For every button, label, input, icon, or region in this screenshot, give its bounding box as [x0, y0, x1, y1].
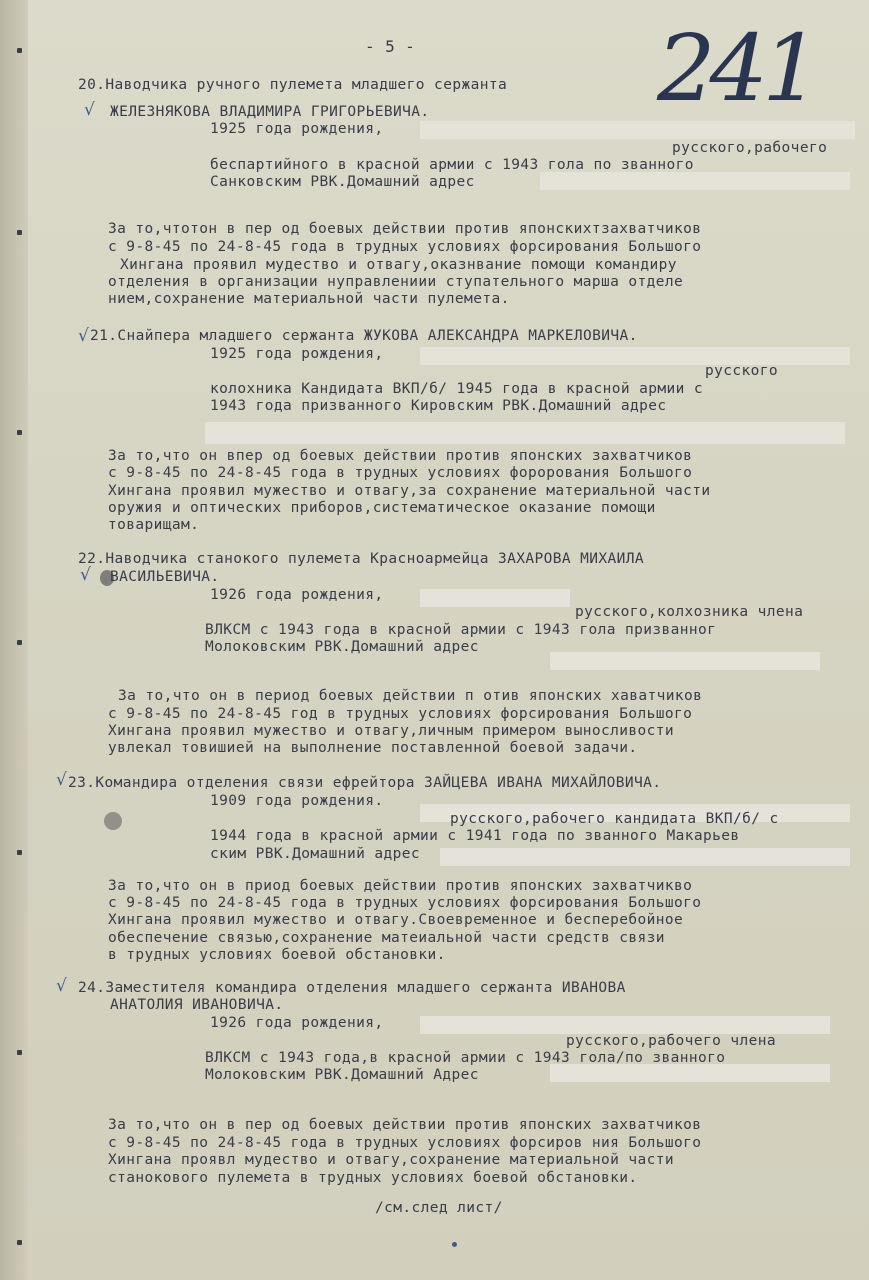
binding-hole — [17, 1050, 22, 1055]
entry-24-service: ВЛКСМ с 1943 года,в красной армии с 1943 гола/по званного — [205, 1050, 726, 1066]
entry-22-citation-line: с 9-8-45 по 24-8-45 год в трудных условиях форсирования Большого — [108, 706, 693, 722]
entry-20-citation-line: нием,сохранение материальной части пулемета. — [108, 291, 510, 307]
entry-21-citation-line: За то,что он впер од боевых действии против японских захватчиков — [108, 448, 693, 464]
entry-24-citation-line: За то,что он в пер од боевых действии против японских захватчиков — [108, 1117, 702, 1133]
entry-23-address: ским РВК.Домашний адрес — [210, 846, 420, 862]
ink-dot — [452, 1242, 457, 1247]
entry-24-heading: 24.Заместителя командира отделения младшего сержанта ИВАНОВА — [78, 980, 626, 996]
checkmark-icon: √ — [56, 976, 67, 996]
entry-20-citation-line: Хингана проявил мудество и отвагу,оказнвание помощи командиру — [120, 257, 677, 273]
binding-hole — [17, 48, 22, 53]
entry-23-heading: 23.Командира отделения связи ефрейтора ЗАЙЦЕВА ИВАНА МИХАЙЛОВИЧА. — [68, 775, 662, 791]
entry-20-citation-line: с 9-8-45 по 24-8-45 года в трудных условиях форсирования Большого — [108, 239, 702, 255]
entry-20-birth: 1925 года рождения, — [210, 121, 384, 137]
entry-22-nationality: русского,колхозника члена — [575, 604, 804, 620]
redaction-block — [550, 652, 820, 670]
entry-22-citation-line: Хингана проявил мужество и отвагу,личным примером выносливости — [108, 723, 675, 739]
redaction-block — [420, 1016, 830, 1034]
entry-21-citation-line: с 9-8-45 по 24-8-45 года в трудных условиях форорования Большого — [108, 465, 693, 481]
checkmark-icon: √ — [78, 326, 89, 346]
entry-20-name: ЖЕЛЕЗНЯКОВА ВЛАДИМИРА ГРИГОРЬЕВИЧА. — [110, 104, 430, 120]
entry-24-address: Молоковским РВК.Домашний Адрес — [205, 1067, 479, 1083]
entry-22-citation-line: увлекал товишией на выполнение поставленной боевой задачи. — [108, 740, 638, 756]
entry-23-birth: 1909 года рождения. — [210, 793, 384, 809]
entry-22-heading: 22.Наводчика станокого пулемета Красноармейца ЗАХАРОВА МИХАИЛА — [78, 551, 645, 567]
entry-21-citation-line: оружия и оптических приборов,систематическое оказание помощи — [108, 500, 656, 516]
checkmark-icon: √ — [80, 565, 91, 585]
ink-stain — [104, 812, 122, 830]
entry-23-citation-line: Хингана проявил мужество и отвагу.Своевременное и бесперебойное — [108, 912, 684, 928]
handwritten-folio-number — [655, 8, 815, 118]
entry-24-citation-line: Хингана проявл мудество и отвагу,сохранение материальной части — [108, 1152, 675, 1168]
entry-20-service: беспартийного в красной армии с 1943 гола по званного — [210, 157, 694, 173]
checkmark-icon: √ — [84, 100, 95, 120]
entry-23-nationality: русского,рабочего кандидата ВКП/б/ с — [450, 811, 779, 827]
entry-23-citation-line: в трудных условиях боевой обстановки. — [108, 947, 446, 963]
binding-hole — [17, 430, 22, 435]
entry-24-name: АНАТОЛИЯ ИВАНОВИЧА. — [110, 997, 284, 1013]
entry-23-citation-line: За то,что он в приод боевых действии против японских захватчикво — [108, 878, 693, 894]
entry-24-nationality: русского,рабочего члена — [566, 1033, 776, 1049]
entry-21-address: 1943 года призванного Кировским РВК.Домашний адрес — [210, 398, 667, 414]
binding-hole — [17, 640, 22, 645]
entry-20-citation-line: За то,чтотон в пер од боевых действии против японскихтзахватчиков — [108, 221, 702, 237]
entry-22-name: ВАСИЛЬЕВИЧА. — [110, 569, 220, 585]
redaction-block — [540, 172, 850, 190]
binding-hole — [17, 230, 22, 235]
entry-21-heading: 21.Снайпера младшего сержанта ЖУКОВА АЛЕКСАНДРА МАРКЕЛОВИЧА. — [90, 328, 638, 344]
page-number: - 5 - — [365, 37, 416, 56]
redaction-block — [205, 422, 845, 444]
page-edge — [0, 0, 28, 1280]
entry-22-service: ВЛКСМ с 1943 года в красной армии с 1943 гола призванног — [205, 622, 717, 638]
entry-22-address: Молоковским РВК.Домашний адрес — [205, 639, 479, 655]
redaction-block — [420, 347, 850, 365]
entry-22-citation-line: За то,что он в период боевых действии п отив японских хаватчиков — [118, 688, 703, 704]
continued-note: /см.след лист/ — [375, 1200, 503, 1216]
entry-20-citation-line: отделения в организации нуправлениии ступательного марша отделе — [108, 274, 684, 290]
redaction-block — [440, 848, 850, 866]
entry-24-citation-line: с 9-8-45 по 24-8-45 года в трудных условиях форсиров ния Большого — [108, 1135, 702, 1151]
entry-21-service: колохника Кандидата ВКП/б/ 1945 года в красной армии с — [210, 381, 704, 397]
entry-23-citation-line: с 9-8-45 по 24-8-45 года в трудных условиях форсирования Большого — [108, 895, 702, 911]
entry-21-citation-line: товарищам. — [108, 517, 200, 533]
binding-hole — [17, 850, 22, 855]
entry-21-nationality: русского — [705, 363, 779, 379]
entry-20-address: Санковским РВК.Домашний адрес — [210, 174, 475, 190]
entry-21-citation-line: Хингана проявил мужество и отвагу,за сохранение материальной части — [108, 483, 711, 499]
binding-hole — [17, 1240, 22, 1245]
entry-24-citation-line: станокового пулемета в трудных условиях боевой обстановки. — [108, 1170, 638, 1186]
redaction-block — [420, 121, 855, 139]
entry-20-heading: 20.Наводчика ручного пулемета младшего сержанта — [78, 77, 508, 93]
entry-23-citation-line: обеспечение связью,сохранение матеиальной части средств связи — [108, 930, 665, 946]
entry-22-birth: 1926 года рождения, — [210, 587, 384, 603]
entry-20-nationality: русского,рабочего — [672, 140, 828, 156]
handwritten-number-text: 241 — [657, 15, 815, 118]
entry-23-service: 1944 года в красной армии с 1941 года по званного Макарьев — [210, 828, 740, 844]
redaction-block — [420, 589, 570, 607]
entry-21-birth: 1925 года рождения, — [210, 346, 384, 362]
checkmark-icon: √ — [56, 770, 67, 790]
entry-24-birth: 1926 года рождения, — [210, 1015, 384, 1031]
